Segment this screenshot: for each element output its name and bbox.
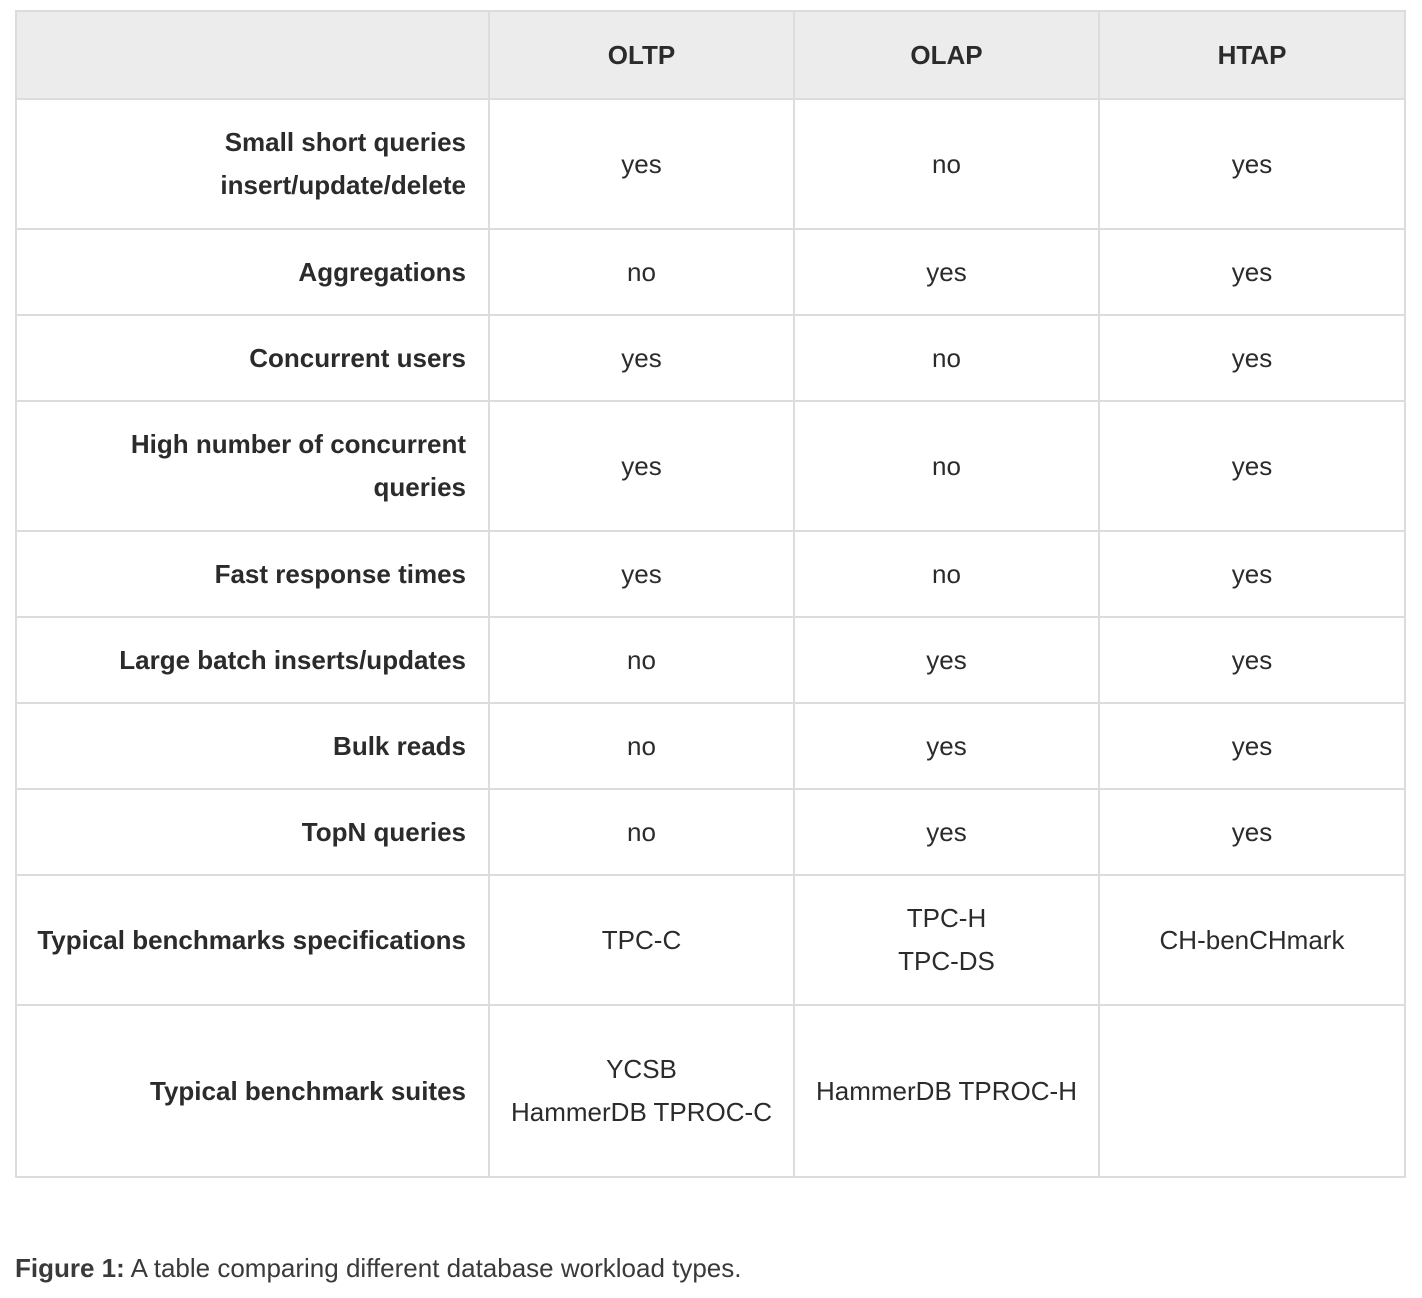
- cell-oltp: yes: [489, 531, 794, 617]
- cell-oltp: no: [489, 703, 794, 789]
- row-label: Small short queries insert/update/delete: [16, 99, 489, 229]
- table-row: [16, 99, 1405, 229]
- table-row: [16, 1005, 1405, 1177]
- table-row: [16, 875, 1405, 1005]
- cell-htap: yes: [1099, 315, 1405, 401]
- cell-oltp: no: [489, 617, 794, 703]
- table-row: [16, 617, 1405, 703]
- cell-htap: yes: [1099, 703, 1405, 789]
- cell-olap: no: [794, 531, 1099, 617]
- header-olap: OLAP: [794, 11, 1099, 99]
- table-row: [16, 401, 1405, 531]
- cell-line: HammerDB TPROC-C: [511, 1097, 772, 1127]
- cell-htap: yes: [1099, 229, 1405, 315]
- row-label: Bulk reads: [16, 703, 489, 789]
- header-oltp: OLTP: [489, 11, 794, 99]
- row-label: Large batch inserts/updates: [16, 617, 489, 703]
- cell-htap: yes: [1099, 401, 1405, 531]
- cell-olap: [794, 875, 1099, 1005]
- caption-text: A table comparing different database workload types.: [130, 1253, 742, 1283]
- header-htap: HTAP: [1099, 11, 1405, 99]
- cell-olap: yes: [794, 229, 1099, 315]
- row-label: High number of concurrent queries: [16, 401, 489, 531]
- cell-olap: yes: [794, 789, 1099, 875]
- cell-oltp: yes: [489, 401, 794, 531]
- cell-oltp: no: [489, 229, 794, 315]
- cell-line: YCSB: [606, 1054, 677, 1084]
- row-label: Typical benchmarks specifications: [16, 875, 489, 1005]
- cell-line: TPC-DS: [898, 946, 995, 976]
- table-row: [16, 229, 1405, 315]
- table-row: [16, 531, 1405, 617]
- cell-htap: CH-benCHmark: [1099, 875, 1405, 1005]
- table-row: [16, 789, 1405, 875]
- cell-olap: no: [794, 401, 1099, 531]
- caption-label: Figure 1:: [15, 1253, 125, 1283]
- cell-oltp: no: [489, 789, 794, 875]
- row-label: Aggregations: [16, 229, 489, 315]
- cell-line: TPC-H: [906, 903, 987, 933]
- cell-oltp: yes: [489, 99, 794, 229]
- cell-oltp: [489, 1005, 794, 1177]
- cell-htap: yes: [1099, 789, 1405, 875]
- cell-olap: yes: [794, 617, 1099, 703]
- workload-comparison-table: [15, 10, 1406, 1178]
- cell-htap: [1099, 1005, 1405, 1177]
- figure-caption: [15, 1248, 742, 1288]
- row-label: Concurrent users: [16, 315, 489, 401]
- cell-oltp: TPC-C: [489, 875, 794, 1005]
- table-row: [16, 315, 1405, 401]
- cell-olap: no: [794, 315, 1099, 401]
- comparison-table-container: [15, 10, 1404, 1178]
- table-row: [16, 703, 1405, 789]
- cell-htap: yes: [1099, 531, 1405, 617]
- cell-htap: yes: [1099, 617, 1405, 703]
- table-header-row: [16, 11, 1405, 99]
- header-corner-cell: [16, 11, 489, 99]
- cell-olap: yes: [794, 703, 1099, 789]
- cell-olap: no: [794, 99, 1099, 229]
- cell-oltp: yes: [489, 315, 794, 401]
- row-label: Fast response times: [16, 531, 489, 617]
- cell-olap: HammerDB TPROC-H: [794, 1005, 1099, 1177]
- row-label: TopN queries: [16, 789, 489, 875]
- cell-htap: yes: [1099, 99, 1405, 229]
- row-label: Typical benchmark suites: [16, 1005, 489, 1177]
